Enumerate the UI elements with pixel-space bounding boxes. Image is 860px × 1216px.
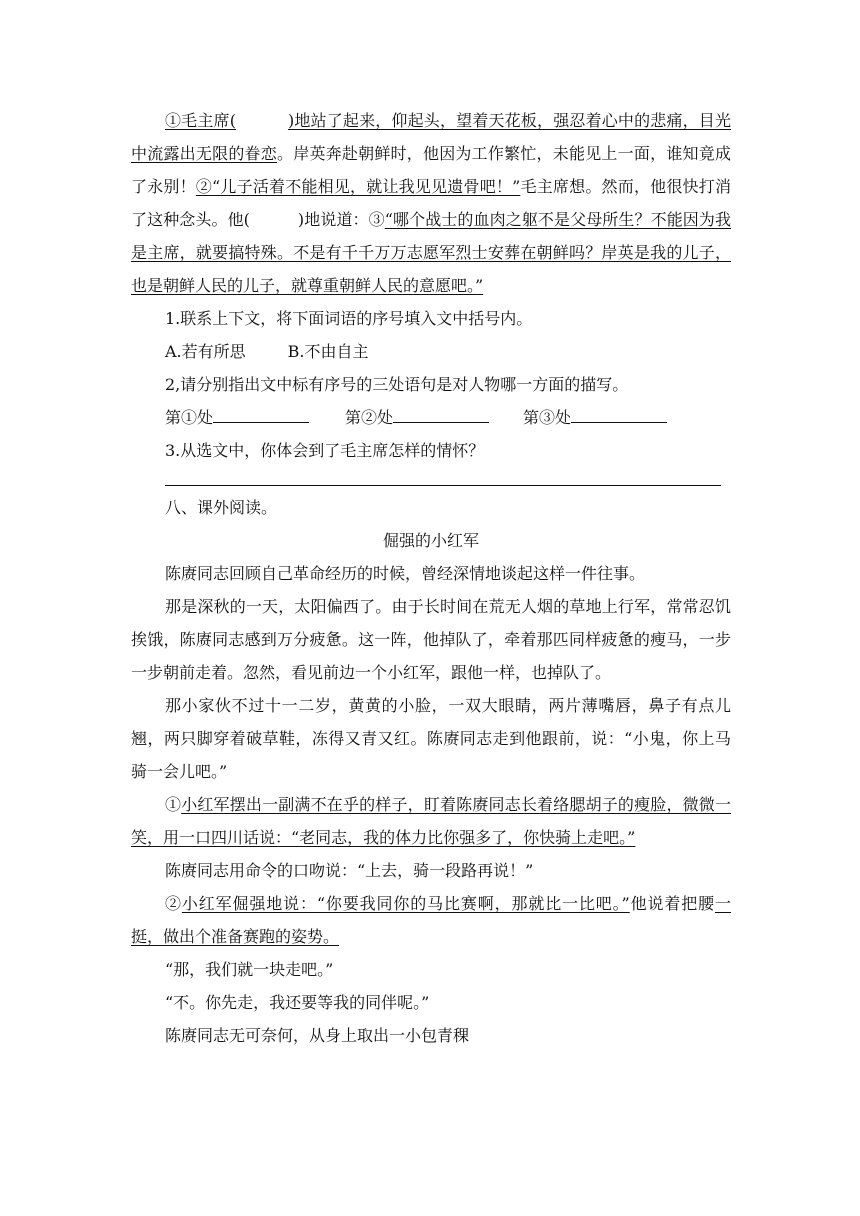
article-paragraph-9: 陈赓同志无可奈何，从身上取出一小包青稞 (165, 1026, 470, 1045)
article-paragraph-3: 那小家伙不过十一二岁，黄黄的小脸，一双大眼睛，两片薄嘴唇，鼻子有点儿翘，两只脚穿着破草鞋，冻得又青又红。陈赓同志走到他跟前，说：“小鬼，你上马骑一会儿吧。” (131, 696, 731, 781)
question-3: 3.从选文中，你体会到了毛主席怎样的情怀？ (165, 441, 485, 460)
answer-blank-2[interactable] (393, 405, 489, 423)
answer-blank-3[interactable] (571, 405, 667, 423)
sentence-2: ②“儿子活着不能相见，就让我见见遗骨吧！” (195, 177, 521, 196)
question-1-options (131, 335, 731, 368)
question-1: 1.联系上下文，将下面词语的序号填入文中括号内。 (165, 309, 533, 328)
question-2-answers: 第①处 第②处 第③处 (131, 401, 731, 434)
answer-blank-1[interactable] (213, 405, 309, 423)
underlined-sentence-2a: 小红军倔强地说：“你要我同你的马比赛啊，那就比一比吧。” (181, 894, 630, 913)
answer-line-3[interactable] (165, 467, 721, 486)
option-b: B.不由自主 (287, 342, 369, 361)
article-paragraph-4: ①小红军摆出一副满不在乎的样子，盯着陈赓同志长着络腮胡子的瘦脸，微微一笑，用一口四川话说：“老同志，我的体力比你强多了，你快骑上走吧。” (131, 795, 731, 847)
underlined-sentence-2b: 一挺，做出个准备赛跑的姿势。 (131, 894, 731, 946)
article-paragraph-8: “不。你先走，我还要等我的同伴呢。” (165, 993, 430, 1012)
sentence-1: ①毛主席( )地站了起来，仰起头，望着天花板，强忍着心中的悲痛，目光中流露出无限的眷恋 (131, 111, 731, 163)
article-paragraph-6: ②小红军倔强地说：“你要我同你的马比赛啊，那就比一比吧。”他说着把腰一挺，做出个准备赛跑的姿势。 (131, 894, 731, 946)
article-paragraph-2: 那是深秋的一天，太阳偏西了。由于长时间在荒无人烟的草地上行军，常常忍饥挨饿，陈赓同志感到万分疲惫。这一阵，他掉队了，牵着那匹同样疲惫的瘦马，一步一步朝前走着。忽然，看见前边一个小红军，跟他一样，也掉队了。 (131, 597, 731, 682)
document-content (131, 104, 731, 1052)
passage-paragraph: ①毛主席( )地站了起来，仰起头，望着天花板，强忍着心中的悲痛，目光中流露出无限的眷恋。岸英奔赴朝鲜时，他因为工作繁忙，未能见上一面，谁知竟成了永别！②“儿子活着不能相见，就让我见见遗骨吧！”毛主席想。然而，他很快打消了这种念头。他( )地说道：③“哪个战士的血肉之躯不是父母所生？不能因为我是主席，就要搞特殊。不是有千千万万志愿军烈士安葬在朝鲜吗？岸英是我的儿子，也是朝鲜人民的儿子，就尊重朝鲜人民的意愿吧。” (131, 111, 731, 295)
underlined-sentence-1: 小红军摆出一副满不在乎的样子，盯着陈赓同志长着络腮胡子的瘦脸，微微一笑，用一口四川话说：“老同志，我的体力比你强多了，你快骑上走吧。” (131, 795, 731, 847)
article-paragraph-5: 陈赓同志用命令的口吻说：“上去，骑一段路再说！” (165, 861, 534, 880)
option-a: A.若有所思 (165, 342, 246, 361)
article-paragraph-1: 陈赓同志回顾自己革命经历的时候，曾经深情地谈起这样一件往事。 (165, 564, 646, 583)
article-paragraph-7: “那，我们就一块走吧。” (165, 960, 334, 979)
article-title: 倔强的小红军 (382, 531, 479, 550)
question-2: 2,请分别指出文中标有序号的三处语句是对人物哪一方面的描写。 (165, 375, 629, 394)
section-heading: 八、课外阅读。 (165, 498, 278, 517)
sentence-3: “哪个战士的血肉之躯不是父母所生？不能因为我是主席，就要搞特殊。不是有千千万万志愿军烈士安葬在朝鲜吗？岸英是我的儿子，也是朝鲜人民的儿子，就尊重朝鲜人民的意愿吧。” (131, 210, 731, 295)
